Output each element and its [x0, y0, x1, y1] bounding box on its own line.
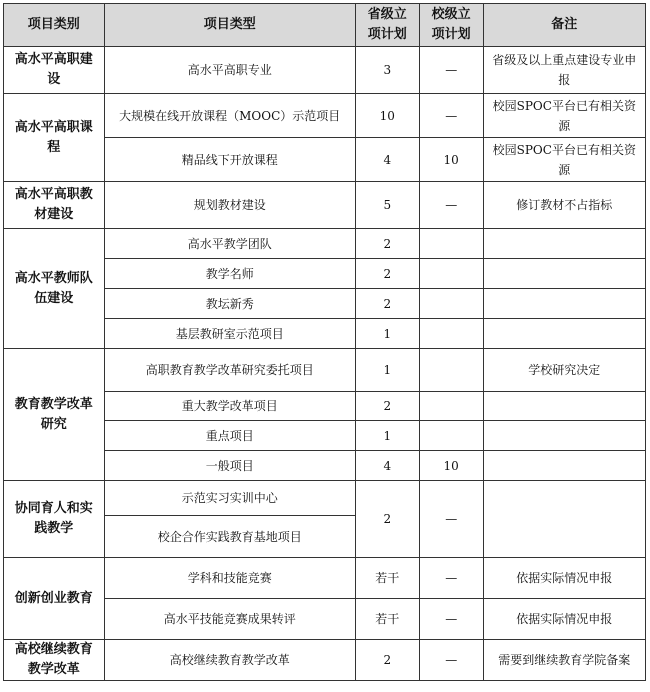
type-cell: 校企合作实践教育基地项目	[104, 516, 355, 558]
provincial-cell: 2	[355, 229, 419, 259]
category-cell: 高水平高职课程	[4, 94, 105, 182]
school-cell	[419, 259, 483, 289]
type-cell: 大规模在线开放课程（MOOC）示范项目	[104, 94, 355, 138]
provincial-cell: 2	[355, 259, 419, 289]
type-cell: 精品线下开放课程	[104, 138, 355, 182]
school-cell	[419, 349, 483, 392]
note-cell: 依据实际情况申报	[483, 558, 645, 599]
school-cell: 10	[419, 138, 483, 182]
category-cell: 教育教学改革研究	[4, 349, 105, 481]
header-row	[4, 4, 646, 47]
type-cell: 基层教研室示范项目	[104, 319, 355, 349]
header-category: 项目类别	[4, 4, 105, 47]
category-cell: 创新创业教育	[4, 558, 105, 640]
provincial-cell: 3	[355, 47, 419, 94]
note-cell	[483, 319, 645, 349]
note-cell: 依据实际情况申报	[483, 599, 645, 640]
type-cell: 高水平高职专业	[104, 47, 355, 94]
table-row	[4, 182, 646, 229]
category-cell: 协同育人和实践教学	[4, 481, 105, 558]
school-cell: —	[419, 94, 483, 138]
provincial-cell: 4	[355, 451, 419, 481]
header-provincial: 省级立项计划	[355, 4, 419, 47]
school-cell	[419, 289, 483, 319]
table-row	[4, 47, 646, 94]
provincial-cell: 10	[355, 94, 419, 138]
school-cell	[419, 392, 483, 421]
table-row	[4, 481, 646, 516]
school-cell: —	[419, 558, 483, 599]
note-cell: 修订教材不占指标	[483, 182, 645, 229]
note-cell	[483, 229, 645, 259]
note-cell	[483, 481, 645, 558]
type-cell: 高水平教学团队	[104, 229, 355, 259]
note-cell: 省级及以上重点建设专业申报	[483, 47, 645, 94]
note-cell: 学校研究决定	[483, 349, 645, 392]
note-cell: 需要到继续教育学院备案	[483, 640, 645, 681]
school-cell: —	[419, 47, 483, 94]
category-cell: 高校继续教育教学改革	[4, 640, 105, 681]
header-note: 备注	[483, 4, 645, 47]
note-cell	[483, 451, 645, 481]
note-cell: 校园SPOC平台已有相关资源	[483, 94, 645, 138]
type-cell: 教学名师	[104, 259, 355, 289]
table-row	[4, 640, 646, 681]
type-cell: 教坛新秀	[104, 289, 355, 319]
provincial-cell: 2	[355, 392, 419, 421]
type-cell: 高水平技能竞赛成果转评	[104, 599, 355, 640]
provincial-cell: 2	[355, 640, 419, 681]
note-cell	[483, 289, 645, 319]
school-cell: —	[419, 182, 483, 229]
provincial-cell: 若干	[355, 558, 419, 599]
provincial-cell: 2	[355, 481, 419, 558]
type-cell: 重大教学改革项目	[104, 392, 355, 421]
provincial-cell: 1	[355, 421, 419, 451]
table-row	[4, 558, 646, 599]
category-cell: 高水平高职建设	[4, 47, 105, 94]
type-cell: 学科和技能竞赛	[104, 558, 355, 599]
header-school: 校级立项计划	[419, 4, 483, 47]
type-cell: 一般项目	[104, 451, 355, 481]
type-cell: 高职教育教学改革研究委托项目	[104, 349, 355, 392]
type-cell: 重点项目	[104, 421, 355, 451]
provincial-cell: 2	[355, 289, 419, 319]
school-cell: —	[419, 640, 483, 681]
project-plan-table	[3, 3, 646, 681]
provincial-cell: 1	[355, 319, 419, 349]
table-row	[4, 349, 646, 392]
note-cell	[483, 259, 645, 289]
header-type: 项目类型	[104, 4, 355, 47]
table-row	[4, 229, 646, 259]
school-cell	[419, 319, 483, 349]
category-cell: 高水平高职教材建设	[4, 182, 105, 229]
school-cell	[419, 229, 483, 259]
note-cell: 校园SPOC平台已有相关资源	[483, 138, 645, 182]
school-cell: —	[419, 599, 483, 640]
category-cell: 高水平教师队伍建设	[4, 229, 105, 349]
provincial-cell: 5	[355, 182, 419, 229]
school-cell: —	[419, 481, 483, 558]
type-cell: 规划教材建设	[104, 182, 355, 229]
provincial-cell: 4	[355, 138, 419, 182]
note-cell	[483, 421, 645, 451]
provincial-cell: 1	[355, 349, 419, 392]
type-cell: 高校继续教育教学改革	[104, 640, 355, 681]
type-cell: 示范实习实训中心	[104, 481, 355, 516]
note-cell	[483, 392, 645, 421]
table-row	[4, 94, 646, 138]
school-cell	[419, 421, 483, 451]
provincial-cell: 若干	[355, 599, 419, 640]
school-cell: 10	[419, 451, 483, 481]
